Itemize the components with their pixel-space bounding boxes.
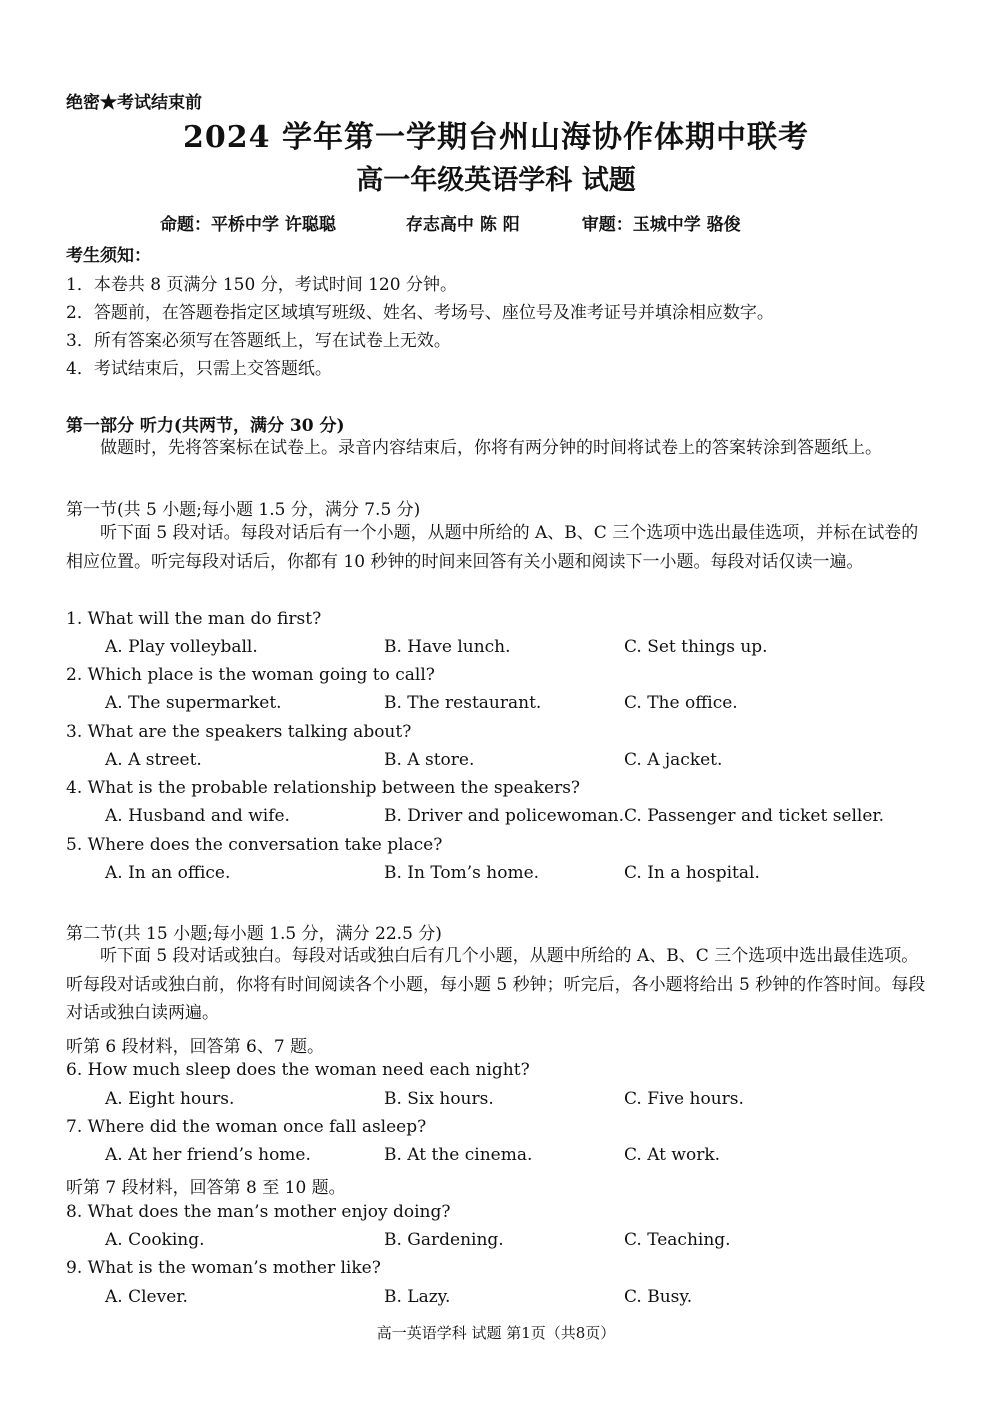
question-stem: 8. What does the man’s mother enjoy doing? — [66, 1202, 451, 1222]
section2-intro: 听下面 5 段对话或独白。每段对话或独白后有几个小题，从题中所给的 A、B、C 三个选项中选出最佳选项。听每段对话或独白前，你将有时间阅读各个小题，每小题 5 秒钟；听完后，各小题将给出 5 秒钟的作答时间。每段对话或独白读两遍。 — [66, 946, 926, 1023]
notice-item: 3．所有答案必须写在答题纸上，写在试卷上无效。 — [66, 331, 451, 351]
question-stem: 1. What will the man do first? — [66, 609, 322, 629]
option-c: C. Passenger and ticket seller. — [624, 806, 885, 826]
option-a: A. At her friend’s home. — [105, 1145, 311, 1165]
exam-subtitle: 高一年级英语学科 试题 — [356, 165, 636, 196]
option-c: C. Set things up. — [624, 637, 768, 657]
option-b: B. In Tom’s home. — [384, 863, 540, 883]
material-7-note: 听第 7 段材料，回答第 8 至 10 题。 — [66, 1178, 346, 1198]
option-a: A. The supermarket. — [105, 693, 282, 713]
notice-heading: 考生须知： — [66, 246, 151, 266]
option-b: B. Lazy. — [384, 1287, 451, 1307]
question-stem: 5. Where does the conversation take place? — [66, 835, 443, 855]
part1-heading: 第一部分 听力(共两节，满分 30 分) — [66, 416, 345, 436]
option-a: A. Play volleyball. — [105, 637, 258, 657]
question-stem: 9. What is the woman’s mother like? — [66, 1258, 381, 1278]
exam-title: 2024 学年第一学期台州山海协作体期中联考 — [183, 120, 809, 155]
option-c: C. Teaching. — [624, 1230, 731, 1250]
question-stem: 2. Which place is the woman going to call? — [66, 665, 435, 685]
option-c: C. Busy. — [624, 1287, 693, 1307]
option-b: B. At the cinema. — [384, 1145, 533, 1165]
option-a: A. Clever. — [105, 1287, 188, 1307]
option-a: A. A street. — [105, 750, 202, 770]
question-stem: 6. How much sleep does the woman need each night? — [66, 1060, 530, 1080]
author-1: 命题：平桥中学 许聪聪 — [160, 215, 336, 235]
option-b: B. Gardening. — [384, 1230, 504, 1250]
notice-item: 2．答题前，在答题卷指定区域填写班级、姓名、考场号、座位号及准考证号并填涂相应数字。 — [66, 303, 774, 323]
question-stem: 4. What is the probable relationship between the speakers? — [66, 778, 581, 798]
option-c: C. A jacket. — [624, 750, 723, 770]
option-a: A. In an office. — [105, 863, 231, 883]
page-footer: 高一英语学科 试题 第1页（共8页） — [376, 1324, 616, 1342]
option-a: A. Husband and wife. — [105, 806, 290, 826]
option-c: C. Five hours. — [624, 1089, 744, 1109]
author-2: 存志高中 陈 阳 — [405, 215, 520, 235]
option-b: B. Six hours. — [384, 1089, 494, 1109]
option-c: C. At work. — [624, 1145, 721, 1165]
option-a: A. Cooking. — [105, 1230, 205, 1250]
reviewer: 审题：玉城中学 骆俊 — [581, 215, 741, 235]
material-6-note: 听第 6 段材料，回答第 6、7 题。 — [66, 1037, 325, 1057]
option-c: C. In a hospital. — [624, 863, 760, 883]
option-b: B. Have lunch. — [384, 637, 511, 657]
option-a: A. Eight hours. — [105, 1089, 235, 1109]
section1-heading: 第一节(共 5 小题;每小题 1.5 分，满分 7.5 分) — [66, 500, 421, 520]
section1-intro: 听下面 5 段对话。每段对话后有一个小题，从题中所给的 A、B、C 三个选项中选出最佳选项，并标在试卷的相应位置。听完每段对话后，你都有 10 秒钟的时间来回答有关小题和阅读下一小题。每段对话仅读一遍。 — [66, 523, 919, 572]
part1-intro: 做题时，先将答案标在试卷上。录音内容结束后，你将有两分钟的时间将试卷上的答案转涂到答题纸上。 — [100, 438, 882, 458]
authors-line — [160, 210, 741, 235]
option-c: C. The office. — [624, 693, 738, 713]
notice-item: 1．本卷共 8 页满分 150 分，考试时间 120 分钟。 — [66, 275, 457, 295]
notice-item: 4．考试结束后，只需上交答题纸。 — [66, 359, 332, 379]
question-stem: 3. What are the speakers talking about? — [66, 722, 412, 742]
option-b: B. Driver and policewoman. — [384, 806, 625, 826]
section2-heading: 第二节(共 15 小题;每小题 1.5 分，满分 22.5 分) — [66, 924, 442, 944]
option-b: B. A store. — [384, 750, 475, 770]
option-b: B. The restaurant. — [384, 693, 542, 713]
question-stem: 7. Where did the woman once fall asleep? — [66, 1117, 427, 1137]
confidential-label: 绝密★考试结束前 — [66, 93, 202, 113]
